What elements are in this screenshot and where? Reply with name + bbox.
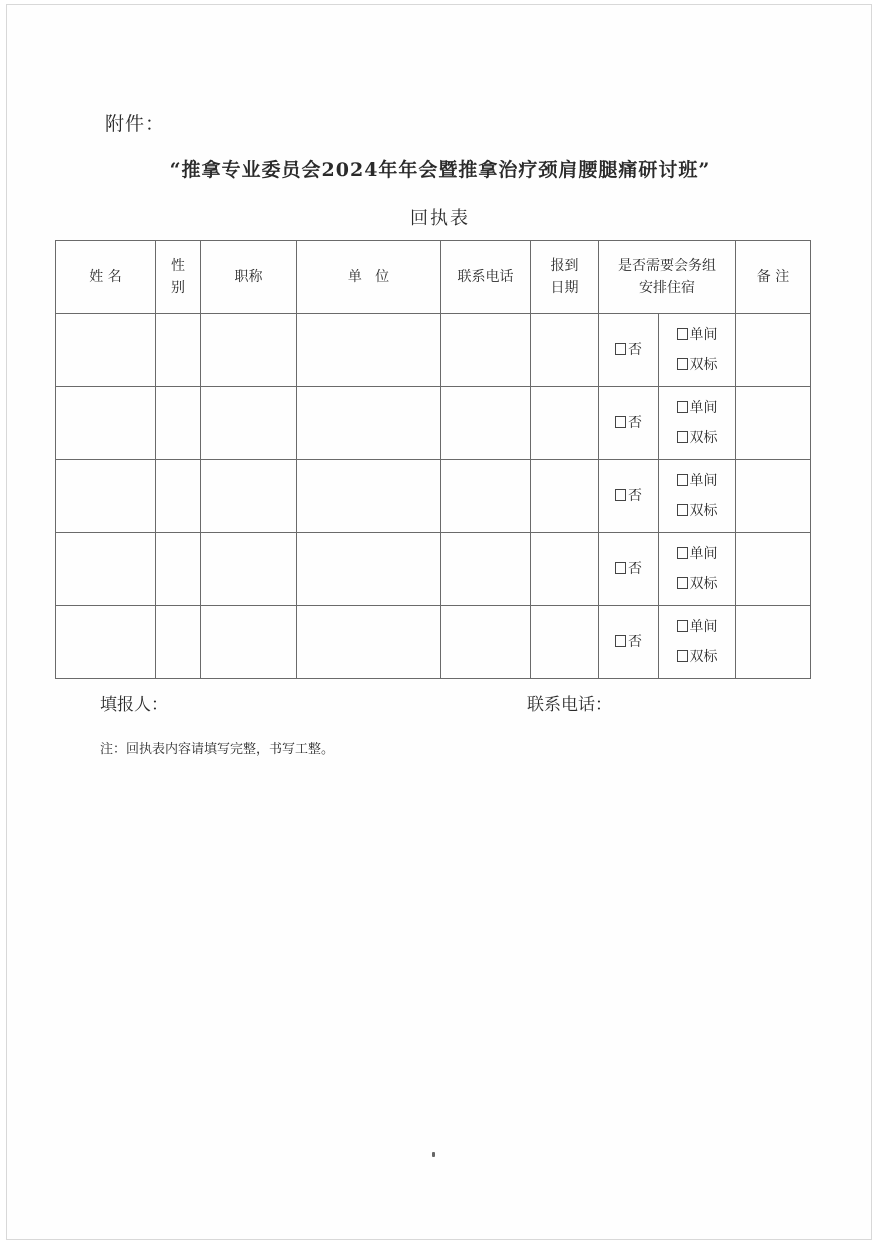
option-double[interactable] <box>659 569 735 599</box>
lodging-no-cell <box>599 460 659 533</box>
form-note: 注：回执表内容请填写完整，书写工整。 <box>100 742 335 757</box>
lodging-room-cell <box>659 314 736 387</box>
option-single[interactable] <box>659 539 735 569</box>
title-cell[interactable] <box>201 387 297 460</box>
col-header-lodging <box>599 241 736 314</box>
option-single-label: 单间 <box>689 546 718 562</box>
table-row <box>56 606 811 679</box>
name-cell[interactable] <box>56 606 156 679</box>
contact-phone-label: 联系电话： <box>527 695 612 715</box>
option-double[interactable] <box>659 496 735 526</box>
remark-cell[interactable] <box>736 606 811 679</box>
option-double-label: 双标 <box>689 576 718 592</box>
checkbox-icon[interactable] <box>615 489 626 501</box>
option-single[interactable] <box>659 393 735 423</box>
table-row <box>56 314 811 387</box>
option-double-label: 双标 <box>689 357 718 373</box>
gender-cell[interactable] <box>156 314 201 387</box>
name-cell[interactable] <box>56 387 156 460</box>
receipt-table <box>55 240 811 679</box>
title-cell[interactable] <box>201 314 297 387</box>
col-header-name: 姓 名 <box>56 241 156 314</box>
unit-cell[interactable] <box>297 460 441 533</box>
option-double-label: 双标 <box>689 649 718 665</box>
document-title: “推拿专业委员会2024年年会暨推拿治疗颈肩腰腿痛研讨班” <box>169 159 711 181</box>
scan-speck <box>432 1152 435 1157</box>
lodging-no-cell <box>599 606 659 679</box>
table-row <box>56 387 811 460</box>
unit-cell[interactable] <box>297 606 441 679</box>
option-single[interactable] <box>659 320 735 350</box>
table-row <box>56 533 811 606</box>
col-header-date <box>531 241 599 314</box>
option-no-label: 否 <box>628 342 642 358</box>
date-cell[interactable] <box>531 606 599 679</box>
gender-cell[interactable] <box>156 533 201 606</box>
lodging-room-cell <box>659 606 736 679</box>
col-header-unit: 单 位 <box>297 241 441 314</box>
option-double-label: 双标 <box>689 430 718 446</box>
date-cell[interactable] <box>531 314 599 387</box>
phone-cell[interactable] <box>441 387 531 460</box>
col-header-title: 职称 <box>201 241 297 314</box>
name-cell[interactable] <box>56 314 156 387</box>
name-cell[interactable] <box>56 460 156 533</box>
checkbox-icon[interactable] <box>677 431 688 443</box>
filler-label: 填报人： <box>100 695 168 715</box>
date-cell[interactable] <box>531 533 599 606</box>
checkbox-icon[interactable] <box>615 562 626 574</box>
checkbox-icon[interactable] <box>615 416 626 428</box>
unit-cell[interactable] <box>297 387 441 460</box>
option-no[interactable] <box>599 481 658 511</box>
checkbox-icon[interactable] <box>677 474 688 486</box>
lodging-no-cell <box>599 533 659 606</box>
col-header-lodging-label: 是否需要会务组安排住宿 <box>618 258 716 296</box>
unit-cell[interactable] <box>297 314 441 387</box>
table-header-row <box>56 241 811 314</box>
option-double[interactable] <box>659 350 735 380</box>
phone-cell[interactable] <box>441 460 531 533</box>
option-single[interactable] <box>659 612 735 642</box>
title-cell[interactable] <box>201 460 297 533</box>
attachment-label: 附件： <box>105 113 166 135</box>
name-cell[interactable] <box>56 533 156 606</box>
gender-cell[interactable] <box>156 460 201 533</box>
option-no[interactable] <box>599 408 658 438</box>
option-double[interactable] <box>659 423 735 453</box>
option-single-label: 单间 <box>689 619 718 635</box>
lodging-room-cell <box>659 533 736 606</box>
lodging-room-cell <box>659 387 736 460</box>
gender-cell[interactable] <box>156 387 201 460</box>
option-no-label: 否 <box>628 634 642 650</box>
date-cell[interactable] <box>531 387 599 460</box>
checkbox-icon[interactable] <box>677 401 688 413</box>
phone-cell[interactable] <box>441 314 531 387</box>
title-cell[interactable] <box>201 606 297 679</box>
option-no[interactable] <box>599 335 658 365</box>
option-double-label: 双标 <box>689 503 718 519</box>
checkbox-icon[interactable] <box>677 547 688 559</box>
unit-cell[interactable] <box>297 533 441 606</box>
phone-cell[interactable] <box>441 533 531 606</box>
title-cell[interactable] <box>201 533 297 606</box>
checkbox-icon[interactable] <box>677 328 688 340</box>
checkbox-icon[interactable] <box>677 504 688 516</box>
col-header-remark: 备 注 <box>736 241 811 314</box>
remark-cell[interactable] <box>736 533 811 606</box>
checkbox-icon[interactable] <box>677 358 688 370</box>
col-header-date-label: 报到日期 <box>550 258 579 296</box>
checkbox-icon[interactable] <box>677 577 688 589</box>
col-header-gender <box>156 241 201 314</box>
option-single-label: 单间 <box>689 400 718 416</box>
checkbox-icon[interactable] <box>677 620 688 632</box>
option-single-label: 单间 <box>689 327 718 343</box>
option-no[interactable] <box>599 627 658 657</box>
lodging-room-cell <box>659 460 736 533</box>
col-header-phone: 联系电话 <box>441 241 531 314</box>
remark-cell[interactable] <box>736 314 811 387</box>
option-double[interactable] <box>659 642 735 672</box>
table-row <box>56 460 811 533</box>
option-single-label: 单间 <box>689 473 718 489</box>
date-cell[interactable] <box>531 460 599 533</box>
remark-cell[interactable] <box>736 387 811 460</box>
phone-cell[interactable] <box>441 606 531 679</box>
lodging-no-cell <box>599 387 659 460</box>
remark-cell[interactable] <box>736 460 811 533</box>
option-no-label: 否 <box>628 488 642 504</box>
option-no-label: 否 <box>628 561 642 577</box>
document-subtitle: 回执表 <box>410 208 470 229</box>
checkbox-icon[interactable] <box>615 635 626 647</box>
option-no[interactable] <box>599 554 658 584</box>
checkbox-icon[interactable] <box>677 650 688 662</box>
lodging-no-cell <box>599 314 659 387</box>
gender-cell[interactable] <box>156 606 201 679</box>
checkbox-icon[interactable] <box>615 343 626 355</box>
option-no-label: 否 <box>628 415 642 431</box>
option-single[interactable] <box>659 466 735 496</box>
col-header-gender-label: 性别 <box>171 258 185 296</box>
